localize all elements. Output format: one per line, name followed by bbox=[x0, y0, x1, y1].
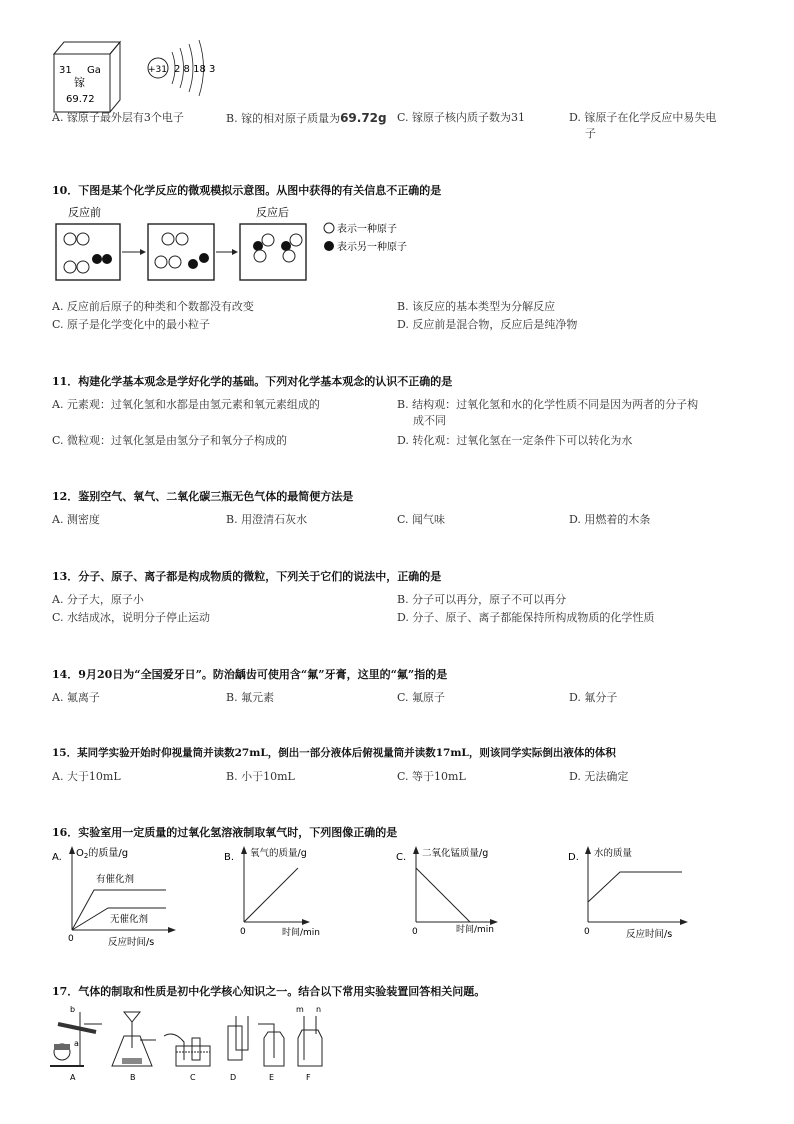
q11-option-a[interactable]: A. 元素观：过氧化氢和水都是由氢元素和氧元素组成的 bbox=[52, 398, 320, 411]
q14-option-c[interactable]: C. 氟原子 bbox=[397, 691, 446, 704]
q17-title: 17．气体的制取和性质是初中化学核心知识之一。结合以下常用实验装置回答相关问题。 bbox=[52, 985, 486, 998]
q10-option-a[interactable]: A. 反应前后原子的种类和个数都没有改变 bbox=[52, 300, 254, 313]
q16-graph-c-ylabel: 二氧化锰质量/g bbox=[422, 848, 489, 859]
q16-graph-b-line bbox=[244, 868, 298, 922]
mark-n: n bbox=[316, 1005, 322, 1014]
q12-option-c[interactable]: C. 闻气味 bbox=[397, 513, 446, 526]
atom-structure bbox=[148, 40, 215, 96]
apparatus-d bbox=[228, 1016, 248, 1082]
apparatus-c-label: C bbox=[190, 1073, 196, 1082]
q16-graph-b-origin: 0 bbox=[240, 927, 246, 937]
q16-graph-c-letter: C. bbox=[396, 852, 407, 863]
q11-option-c[interactable]: C. 微粒观：过氧化氢是由氢分子和氧分子构成的 bbox=[52, 434, 288, 447]
q12-option-d[interactable]: D. 用燃着的木条 bbox=[569, 513, 651, 526]
q16-graph-d-letter: D. bbox=[568, 852, 579, 863]
apparatus-a bbox=[50, 1005, 102, 1082]
q9-option-d[interactable] bbox=[569, 110, 716, 142]
q16-graph-b-letter: B. bbox=[224, 852, 235, 863]
apparatus-c bbox=[164, 1034, 210, 1082]
element-name: 镓 bbox=[74, 76, 85, 89]
q15-option-a[interactable]: A. 大于10mL bbox=[52, 770, 121, 783]
q16-graph-b-ylabel: 氧气的质量/g bbox=[250, 848, 307, 859]
q15-option-c[interactable]: C. 等于10mL bbox=[397, 770, 466, 783]
q16-graph-a-origin: 0 bbox=[68, 934, 74, 944]
q16-title: 16．实验室用一定质量的过氧化氢溶液制取氧气时，下列图像正确的是 bbox=[52, 826, 398, 839]
gallium-diagrams bbox=[44, 36, 234, 116]
q16-graph-d-ylabel: 水的质量 bbox=[594, 848, 633, 859]
q16-graph-b[interactable] bbox=[222, 842, 352, 942]
q15-option-d[interactable]: D. 无法确定 bbox=[569, 770, 629, 783]
q16-graph-a-xlabel: 反应时间/s bbox=[108, 937, 155, 948]
q16-graph-a-line1-label: 有催化剂 bbox=[96, 874, 135, 885]
element-cell bbox=[54, 42, 120, 112]
q10-option-c[interactable]: C. 原子是化学变化中的最小粒子 bbox=[52, 318, 211, 331]
reaction-diagram bbox=[52, 200, 432, 286]
q16-graph-c[interactable] bbox=[394, 842, 524, 942]
q11-option-b-line2: 成不同 bbox=[413, 414, 446, 427]
q16-graph-d-origin: 0 bbox=[584, 927, 590, 937]
legend-white-text: 表示一种原子 bbox=[337, 224, 397, 235]
q9-option-b-text: B. 镓的相对原子质量为 bbox=[226, 112, 341, 125]
q16-graph-d-xlabel: 反应时间/s bbox=[626, 929, 673, 940]
q11-option-b[interactable] bbox=[397, 397, 698, 429]
q16-graph-a-letter: A. bbox=[52, 852, 62, 863]
after-label: 反应后 bbox=[256, 206, 289, 219]
q14-title: 14．9月20日为“全国爱牙日”。防治龋齿可使用含“氟”牙膏，这里的“氟”指的是 bbox=[52, 668, 448, 681]
element-symbol: Ga bbox=[87, 65, 101, 76]
q10-title: 10．下图是某个化学反应的微观模拟示意图。从图中获得的有关信息不正确的是 bbox=[52, 184, 442, 197]
q9-option-a[interactable]: A. 镓原子最外层有3个电子 bbox=[52, 111, 184, 124]
after-box bbox=[240, 224, 306, 280]
q16-graph-c-origin: 0 bbox=[412, 927, 418, 937]
electron-shells: 2 8 18 3 bbox=[174, 64, 216, 75]
apparatus-e-label: E bbox=[269, 1073, 275, 1082]
q16-graph-c-xlabel: 时间/min bbox=[456, 925, 495, 935]
q17-apparatus bbox=[44, 1002, 344, 1082]
apparatus-e bbox=[258, 1024, 284, 1082]
q16-graph-a-ylabel: $O_2$的质量/g bbox=[76, 848, 129, 860]
q9-option-d-line2: 子 bbox=[585, 127, 596, 140]
q11-option-d[interactable]: D. 转化观：过氧化氢在一定条件下可以转化为水 bbox=[397, 434, 633, 447]
legend-black-atom bbox=[324, 241, 334, 251]
q16-graph-a-line2-label: 无催化剂 bbox=[110, 914, 149, 925]
mark-b: b bbox=[70, 1005, 76, 1014]
mark-m: m bbox=[296, 1005, 304, 1014]
mark-a: a bbox=[74, 1039, 79, 1048]
q13-title: 13．分子、原子、离子都是构成物质的微粒，下列关于它们的说法中，正确的是 bbox=[52, 570, 442, 583]
q9-option-b[interactable] bbox=[226, 110, 387, 127]
q13-option-a[interactable]: A. 分子大，原子小 bbox=[52, 593, 144, 606]
q16-graph-d-line bbox=[588, 872, 682, 902]
q14-option-b[interactable]: B. 氟元素 bbox=[226, 691, 275, 704]
q10-option-d[interactable]: D. 反应前是混合物，反应后是纯净物 bbox=[397, 318, 578, 331]
atomic-number: 31 bbox=[59, 65, 72, 76]
apparatus-f bbox=[296, 1005, 322, 1082]
q16-graph-c-line bbox=[416, 868, 470, 922]
q9-option-c[interactable]: C. 镓原子核内质子数为31 bbox=[397, 111, 526, 124]
q16-graph-d[interactable] bbox=[566, 842, 696, 948]
q16-graph-b-xlabel: 时间/min bbox=[282, 928, 321, 938]
legend-white-atom bbox=[324, 223, 334, 233]
q12-option-a[interactable]: A. 测密度 bbox=[52, 513, 100, 526]
nucleus-charge: +31 bbox=[148, 65, 167, 75]
q13-option-c[interactable]: C. 水结成冰，说明分子停止运动 bbox=[52, 611, 211, 624]
q11-title: 11．构建化学基本观念是学好化学的基础。下列对化学基本观念的认识不正确的是 bbox=[52, 375, 453, 388]
q13-option-b[interactable]: B. 分子可以再分，原子不可以再分 bbox=[397, 593, 567, 606]
q13-option-d[interactable]: D. 分子、原子、离子都能保持所构成物质的化学性质 bbox=[397, 611, 655, 624]
legend-black-text: 表示另一种原子 bbox=[337, 242, 407, 253]
middle-box bbox=[148, 224, 214, 280]
q9-option-b-value: 69.72g bbox=[340, 111, 387, 125]
q14-option-a[interactable]: A. 氟离子 bbox=[52, 691, 100, 704]
q12-title: 12．鉴别空气、氧气、二氧化碳三瓶无色气体的最简便方法是 bbox=[52, 490, 354, 503]
apparatus-a-label: A bbox=[70, 1073, 76, 1082]
apparatus-b-label: B bbox=[130, 1073, 136, 1082]
q15-option-b[interactable]: B. 小于10mL bbox=[226, 770, 295, 783]
before-label: 反应前 bbox=[68, 206, 101, 219]
apparatus-b bbox=[112, 1012, 156, 1082]
q14-option-d[interactable]: D. 氟分子 bbox=[569, 691, 618, 704]
q15-title: 15．某同学实验开始时仰视量筒并读数27mL，倒出一部分液体后俯视量筒并读数17mL，则该同学实际倒出液体的体积 bbox=[52, 747, 616, 759]
q10-option-b[interactable]: B. 该反应的基本类型为分解反应 bbox=[397, 300, 556, 313]
q16-graph-a[interactable] bbox=[50, 842, 180, 948]
q11-option-b-line1: B. 结构观：过氧化氢和水的化学性质不同是因为两者的分子构 bbox=[397, 398, 699, 411]
q9-option-d-line1: D. 镓原子在化学反应中易失电 bbox=[569, 111, 717, 124]
apparatus-f-label: F bbox=[306, 1073, 311, 1082]
q12-option-b[interactable]: B. 用澄清石灰水 bbox=[226, 513, 308, 526]
apparatus-d-label: D bbox=[230, 1073, 237, 1082]
atomic-mass: 69.72 bbox=[66, 94, 95, 105]
